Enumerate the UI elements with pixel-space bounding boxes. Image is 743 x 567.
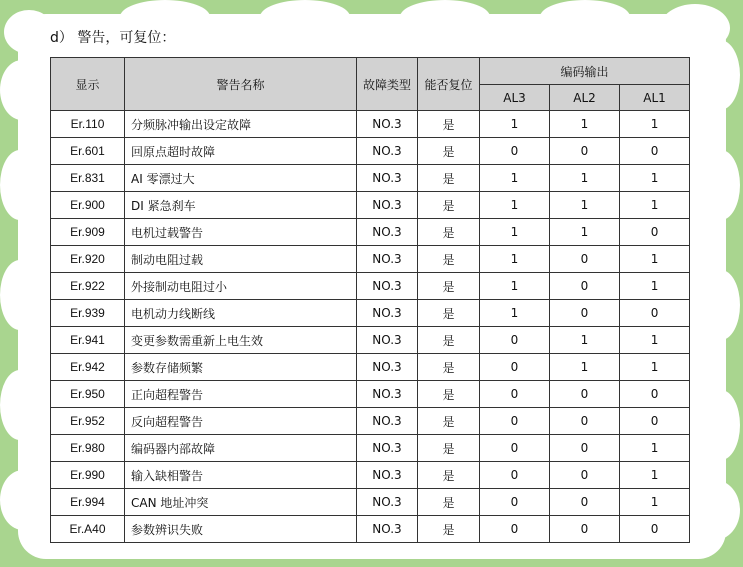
cell-al3: 0	[480, 408, 550, 435]
cell-resettable: 是	[418, 192, 480, 219]
cell-al2: 0	[550, 516, 620, 543]
table-row	[51, 246, 690, 273]
cell-fault-type: NO.3	[357, 435, 418, 462]
table-row	[51, 300, 690, 327]
cell-al2: 0	[550, 273, 620, 300]
cell-code: Er.900	[51, 192, 125, 219]
cell-resettable: 是	[418, 300, 480, 327]
cell-al3: 1	[480, 219, 550, 246]
header-warning-name: 警告名称	[125, 58, 357, 111]
cell-al1: 1	[620, 327, 690, 354]
scallop-decoration	[0, 370, 40, 440]
cell-al3: 0	[480, 435, 550, 462]
cell-resettable: 是	[418, 435, 480, 462]
scallop-decoration	[0, 260, 40, 330]
scallop-decoration	[702, 150, 740, 220]
scallop-decoration	[700, 40, 740, 110]
cell-al1: 1	[620, 435, 690, 462]
cell-fault-type: NO.3	[357, 381, 418, 408]
cell-al2: 0	[550, 408, 620, 435]
cell-fault-type: NO.3	[357, 489, 418, 516]
cell-warning-name: 编码器内部故障	[125, 435, 357, 462]
cell-resettable: 是	[418, 489, 480, 516]
scallop-decoration	[702, 270, 740, 340]
scallop-decoration	[702, 390, 740, 460]
cell-al3: 1	[480, 300, 550, 327]
cell-al1: 0	[620, 381, 690, 408]
table-row	[51, 327, 690, 354]
cell-code: Er.942	[51, 354, 125, 381]
cell-warning-name: 分频脉冲输出设定故障	[125, 111, 357, 138]
cell-al2: 1	[550, 327, 620, 354]
cell-resettable: 是	[418, 138, 480, 165]
header-al3: AL3	[480, 85, 550, 111]
cell-fault-type: NO.3	[357, 516, 418, 543]
cell-resettable: 是	[418, 462, 480, 489]
section-heading: d） 警告，可复位：	[50, 30, 176, 46]
cell-code: Er.920	[51, 246, 125, 273]
cell-al1: 0	[620, 219, 690, 246]
cell-warning-name: 制动电阻过载	[125, 246, 357, 273]
table-row	[51, 381, 690, 408]
cell-al2: 0	[550, 462, 620, 489]
cell-resettable: 是	[418, 408, 480, 435]
cell-warning-name: 电机过载警告	[125, 219, 357, 246]
cell-warning-name: 电机动力线断线	[125, 300, 357, 327]
cell-resettable: 是	[418, 165, 480, 192]
table-row	[51, 192, 690, 219]
cell-fault-type: NO.3	[357, 111, 418, 138]
scallop-decoration	[4, 10, 54, 54]
table-row	[51, 165, 690, 192]
cell-al2: 0	[550, 300, 620, 327]
header-display: 显示	[51, 58, 125, 111]
cell-resettable: 是	[418, 327, 480, 354]
cell-code: Er.110	[51, 111, 125, 138]
cell-al3: 1	[480, 192, 550, 219]
cell-warning-name: 参数存储频繁	[125, 354, 357, 381]
cell-al1: 0	[620, 300, 690, 327]
table-row	[51, 273, 690, 300]
cell-code: Er.909	[51, 219, 125, 246]
scallop-decoration	[400, 0, 490, 34]
cell-fault-type: NO.3	[357, 327, 418, 354]
cell-resettable: 是	[418, 219, 480, 246]
cell-resettable: 是	[418, 381, 480, 408]
cell-al2: 1	[550, 192, 620, 219]
cell-al1: 1	[620, 489, 690, 516]
cell-al2: 0	[550, 381, 620, 408]
cell-al3: 0	[480, 138, 550, 165]
table-row	[51, 408, 690, 435]
cell-fault-type: NO.3	[357, 273, 418, 300]
cell-code: Er.990	[51, 462, 125, 489]
cell-fault-type: NO.3	[357, 192, 418, 219]
cell-warning-name: 输入缺相警告	[125, 462, 357, 489]
scallop-decoration	[0, 60, 44, 120]
cell-al3: 0	[480, 327, 550, 354]
table-row	[51, 354, 690, 381]
cell-code: Er.A40	[51, 516, 125, 543]
cell-code: Er.952	[51, 408, 125, 435]
cell-al3: 1	[480, 111, 550, 138]
cell-resettable: 是	[418, 111, 480, 138]
cell-al1: 1	[620, 111, 690, 138]
cell-fault-type: NO.3	[357, 354, 418, 381]
cell-al2: 1	[550, 111, 620, 138]
cell-code: Er.941	[51, 327, 125, 354]
cell-warning-name: 参数辨识失败	[125, 516, 357, 543]
cell-al3: 0	[480, 462, 550, 489]
cell-al1: 1	[620, 246, 690, 273]
table-row	[51, 219, 690, 246]
cell-al2: 1	[550, 165, 620, 192]
cell-al1: 1	[620, 165, 690, 192]
table-row	[51, 138, 690, 165]
cell-al2: 0	[550, 246, 620, 273]
cell-warning-name: 回原点超时故障	[125, 138, 357, 165]
cell-al1: 1	[620, 462, 690, 489]
cell-al3: 1	[480, 165, 550, 192]
cell-resettable: 是	[418, 273, 480, 300]
scallop-decoration	[690, 480, 740, 540]
scallop-decoration	[0, 150, 40, 220]
cell-al3: 0	[480, 354, 550, 381]
cell-warning-name: 外接制动电阻过小	[125, 273, 357, 300]
warning-table	[50, 57, 690, 543]
cell-code: Er.922	[51, 273, 125, 300]
cell-al1: 0	[620, 138, 690, 165]
cell-code: Er.994	[51, 489, 125, 516]
cell-warning-name: 正向超程警告	[125, 381, 357, 408]
cell-al1: 0	[620, 408, 690, 435]
table-row	[51, 435, 690, 462]
cell-al3: 1	[480, 246, 550, 273]
cell-resettable: 是	[418, 246, 480, 273]
cell-al3: 0	[480, 489, 550, 516]
cell-al1: 1	[620, 192, 690, 219]
cell-resettable: 是	[418, 516, 480, 543]
cell-fault-type: NO.3	[357, 165, 418, 192]
cell-al2: 1	[550, 219, 620, 246]
cell-code: Er.939	[51, 300, 125, 327]
cell-fault-type: NO.3	[357, 138, 418, 165]
cell-al2: 0	[550, 138, 620, 165]
table-row	[51, 516, 690, 543]
header-encode-output: 编码输出	[480, 58, 690, 85]
cell-code: Er.831	[51, 165, 125, 192]
cell-warning-name: AI 零漂过大	[125, 165, 357, 192]
cell-fault-type: NO.3	[357, 300, 418, 327]
cell-warning-name: CAN 地址冲突	[125, 489, 357, 516]
cell-code: Er.980	[51, 435, 125, 462]
header-fault-type: 故障类型	[357, 58, 418, 111]
table-row	[51, 462, 690, 489]
cell-al3: 1	[480, 273, 550, 300]
cell-resettable: 是	[418, 354, 480, 381]
cell-al1: 1	[620, 354, 690, 381]
cell-al2: 0	[550, 489, 620, 516]
cell-warning-name: DI 紧急刹车	[125, 192, 357, 219]
cell-al2: 0	[550, 435, 620, 462]
cell-al1: 0	[620, 516, 690, 543]
scallop-decoration	[0, 470, 46, 530]
table-row	[51, 489, 690, 516]
cell-al3: 0	[480, 516, 550, 543]
cell-code: Er.601	[51, 138, 125, 165]
cell-al1: 1	[620, 273, 690, 300]
cell-al3: 0	[480, 381, 550, 408]
header-resettable: 能否复位	[418, 58, 480, 111]
cell-fault-type: NO.3	[357, 219, 418, 246]
cell-warning-name: 反向超程警告	[125, 408, 357, 435]
cell-fault-type: NO.3	[357, 462, 418, 489]
header-al2: AL2	[550, 85, 620, 111]
cell-al2: 1	[550, 354, 620, 381]
scallop-decoration	[540, 0, 630, 34]
cell-code: Er.950	[51, 381, 125, 408]
cell-warning-name: 变更参数需重新上电生效	[125, 327, 357, 354]
table-row	[51, 111, 690, 138]
cell-fault-type: NO.3	[357, 246, 418, 273]
cell-fault-type: NO.3	[357, 408, 418, 435]
scallop-decoration	[260, 0, 350, 34]
header-al1: AL1	[620, 85, 690, 111]
